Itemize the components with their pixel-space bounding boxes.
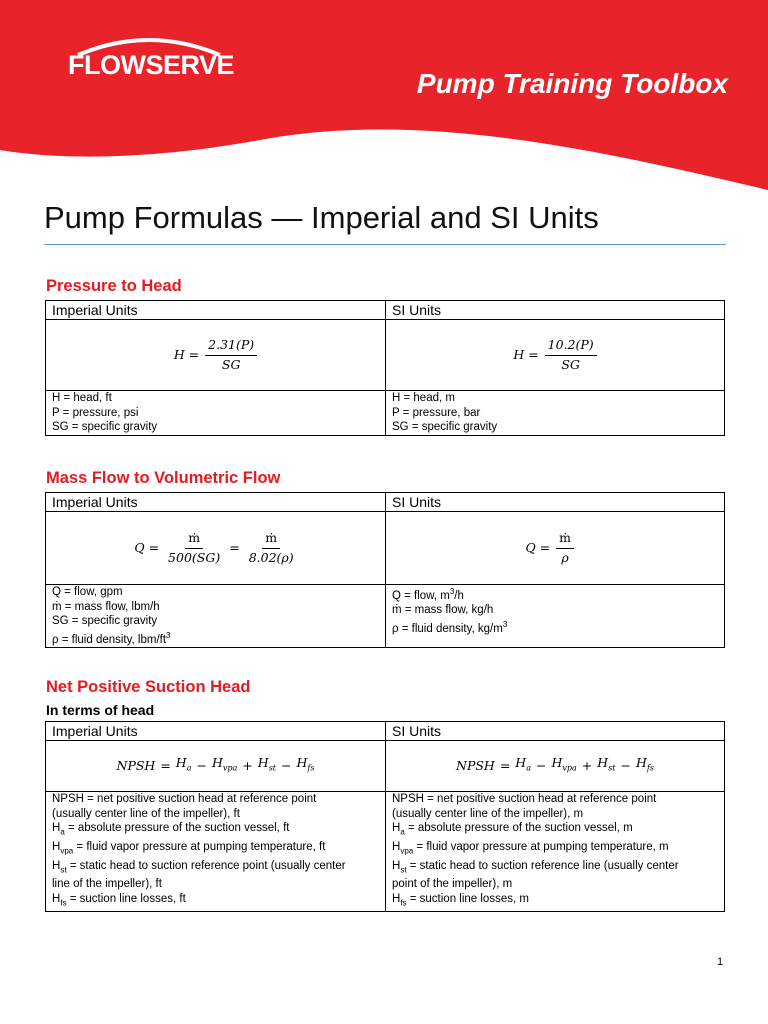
desc-line: $H_{st}$ = static head to suction reference line (usually center bbox=[392, 859, 679, 874]
si-header: SI Units bbox=[386, 301, 725, 320]
si-formula-cell bbox=[386, 320, 725, 391]
term-h: H bbox=[636, 755, 647, 770]
desc-line: $H_{vpa}$ = fluid vapor pressure at pumping temperature, m bbox=[392, 840, 669, 856]
section-title-pressure: Pressure to Head bbox=[46, 277, 182, 295]
desc-line: $H_a$ = absolute pressure of the suction vessel, m bbox=[392, 822, 633, 837]
term-hvpa bbox=[551, 756, 576, 776]
desc-line: (usually center line of the impeller), m bbox=[392, 807, 584, 820]
term-h: H bbox=[515, 755, 527, 770]
si-header: SI Units bbox=[386, 722, 725, 741]
numerator: 10.2(P) bbox=[545, 338, 597, 356]
fraction bbox=[556, 531, 574, 565]
desc-line: Q = flow, gpm bbox=[52, 586, 123, 598]
imperial-npsh-formula bbox=[117, 756, 315, 776]
subscript: st bbox=[608, 763, 616, 773]
numerator: ṁ bbox=[185, 531, 203, 549]
term-h: H bbox=[211, 755, 223, 770]
superscript: 3 bbox=[449, 587, 455, 596]
si-description bbox=[386, 391, 725, 436]
imperial-header: Imperial Units bbox=[46, 722, 386, 741]
desc-text: = fluid vapor pressure at pumping temperature, ft bbox=[73, 840, 326, 853]
formula-npsh: NPSH bbox=[456, 757, 495, 773]
desc-line: $H_{vpa}$ = fluid vapor pressure at pumping temperature, ft bbox=[52, 840, 326, 856]
page-title: Pump Formulas — Imperial and SI Units bbox=[44, 200, 599, 235]
si-formula bbox=[513, 338, 596, 372]
desc-line: ṁ = mass flow, kg/h bbox=[392, 604, 494, 617]
desc-line: H = head, ft bbox=[52, 392, 112, 404]
term-hvpa bbox=[212, 756, 237, 776]
desc-line: ṁ = mass flow, lbm/h bbox=[52, 600, 160, 613]
equals-sign: = bbox=[499, 757, 511, 773]
desc-text: = absolute pressure of the suction vessel, m bbox=[404, 822, 633, 834]
subscript: vpa bbox=[60, 846, 74, 856]
superscript: 3 bbox=[166, 630, 171, 640]
si-formula-cell bbox=[386, 741, 725, 792]
formula-lhs: H = bbox=[513, 346, 539, 362]
denominator: 8.02(ρ) bbox=[248, 549, 294, 565]
desc-text: /h bbox=[454, 589, 464, 602]
equals-sign: = bbox=[229, 539, 240, 555]
subscript: a bbox=[60, 827, 65, 837]
desc-line: line of the impeller), ft bbox=[52, 878, 162, 891]
flowserve-logo: FLOWSERVE bbox=[68, 50, 235, 80]
section-title-massflow: Mass Flow to Volumetric Flow bbox=[46, 469, 281, 487]
si-header: SI Units bbox=[386, 493, 725, 512]
desc-text: Q = flow, m bbox=[392, 589, 450, 602]
denominator: SG bbox=[221, 356, 241, 372]
desc-line: NPSH = net positive suction head at reference point bbox=[392, 793, 657, 805]
minus-sign: − bbox=[620, 757, 631, 773]
imperial-formula bbox=[174, 338, 257, 372]
term-hst bbox=[258, 756, 276, 776]
subscript: vpa bbox=[222, 763, 238, 773]
imperial-description bbox=[46, 585, 386, 648]
subscript: fs bbox=[307, 763, 315, 773]
superscript: 3 bbox=[502, 619, 508, 629]
numerator: 2.31(P) bbox=[205, 338, 257, 356]
desc-text: = suction line losses, m bbox=[406, 892, 529, 905]
imperial-formula-cell bbox=[46, 320, 386, 391]
imperial-formula-cell bbox=[46, 741, 386, 792]
formula-npsh: NPSH bbox=[116, 757, 156, 773]
imperial-header: Imperial Units bbox=[46, 493, 386, 512]
subtitle-in-terms-of-head: In terms of head bbox=[46, 702, 155, 718]
desc-line: $H_{st}$ = static head to suction reference point (usually center bbox=[52, 859, 346, 874]
imperial-header: Imperial Units bbox=[46, 301, 386, 320]
fraction bbox=[246, 531, 297, 565]
desc-text: = static head to suction reference point (usually center bbox=[66, 859, 346, 872]
formula-lhs: H = bbox=[173, 346, 200, 362]
desc-text: ρ = fluid density, kg/m bbox=[392, 622, 503, 635]
si-formula-cell bbox=[386, 512, 725, 585]
imperial-formula-cell bbox=[46, 512, 386, 585]
subscript: fs bbox=[60, 898, 67, 908]
denominator: ρ bbox=[561, 549, 569, 565]
desc-text: ρ = fluid density, lbm/ft bbox=[52, 633, 167, 646]
desc-line: P = pressure, bar bbox=[392, 406, 481, 419]
header-band bbox=[0, 0, 768, 200]
minus-sign: − bbox=[281, 757, 292, 773]
desc-line: $H_{fs}$ = suction line losses, ft bbox=[52, 892, 186, 908]
subscript: vpa bbox=[400, 846, 414, 856]
si-description bbox=[386, 585, 725, 648]
si-description bbox=[386, 792, 725, 912]
term-h: H bbox=[175, 755, 187, 770]
term-h: H bbox=[551, 755, 563, 770]
imperial-description bbox=[46, 391, 386, 436]
subscript: st bbox=[60, 864, 67, 874]
numerator: ṁ bbox=[262, 531, 280, 549]
subscript: a bbox=[526, 763, 531, 773]
desc-text: = suction line losses, ft bbox=[66, 892, 186, 905]
page-number: 1 bbox=[717, 956, 724, 968]
desc-line: $H_{fs}$ = suction line losses, m bbox=[392, 892, 529, 908]
desc-line bbox=[52, 629, 385, 647]
title-divider bbox=[44, 244, 726, 245]
imperial-formula bbox=[134, 531, 296, 565]
formula-lhs: Q = bbox=[525, 539, 551, 555]
denominator: 500(SG) bbox=[168, 549, 221, 565]
term-ha bbox=[176, 756, 192, 776]
toolbox-title: Pump Training Toolbox bbox=[416, 68, 728, 99]
formula-lhs: Q = bbox=[134, 539, 160, 555]
plus-sign: + bbox=[242, 757, 253, 773]
term-ha bbox=[515, 756, 531, 776]
term-hfs bbox=[636, 756, 654, 776]
desc-line: $H_a$ = absolute pressure of the suction vessel, ft bbox=[52, 822, 290, 837]
subscript: fs bbox=[400, 898, 407, 908]
desc-text: = absolute pressure of the suction vessel, ft bbox=[64, 822, 290, 834]
desc-line: NPSH = net positive suction head at reference point bbox=[52, 793, 317, 805]
term-h: H bbox=[597, 755, 609, 770]
equals-sign: = bbox=[160, 757, 171, 773]
desc-line: SG = specific gravity bbox=[52, 421, 158, 433]
desc-line: P = pressure, psi bbox=[52, 406, 139, 419]
si-npsh-formula bbox=[456, 756, 654, 776]
section-title-npsh: Net Positive Suction Head bbox=[46, 678, 251, 696]
term-hst bbox=[597, 756, 615, 776]
term-hfs bbox=[297, 756, 315, 776]
desc-line: SG = specific gravity bbox=[52, 615, 158, 627]
subscript: a bbox=[186, 763, 192, 773]
pressure-table bbox=[45, 300, 725, 436]
imperial-description bbox=[46, 792, 386, 912]
fraction bbox=[165, 531, 223, 565]
subscript: st bbox=[268, 763, 277, 773]
si-formula bbox=[525, 531, 574, 565]
numerator: ṁ bbox=[556, 531, 574, 549]
term-h: H bbox=[296, 755, 308, 770]
subscript: st bbox=[400, 864, 407, 874]
desc-line: H = head, m bbox=[392, 392, 455, 404]
desc-line: (usually center line of the impeller), ft bbox=[52, 807, 240, 820]
plus-sign: + bbox=[581, 757, 593, 773]
desc-line: SG = specific gravity bbox=[392, 421, 498, 433]
desc-line bbox=[392, 618, 724, 636]
massflow-table bbox=[45, 492, 725, 648]
subscript: a bbox=[400, 827, 405, 837]
npsh-table bbox=[45, 721, 725, 912]
minus-sign: − bbox=[196, 757, 207, 773]
desc-text: = static head to suction reference line (usually center bbox=[406, 859, 679, 872]
denominator: SG bbox=[561, 356, 580, 372]
term-h: H bbox=[257, 755, 269, 770]
desc-line bbox=[392, 585, 724, 603]
fraction bbox=[205, 338, 257, 372]
desc-text: = fluid vapor pressure at pumping temperature, m bbox=[413, 840, 669, 853]
minus-sign: − bbox=[535, 757, 547, 773]
subscript: fs bbox=[646, 763, 654, 773]
subscript: vpa bbox=[562, 763, 577, 773]
desc-line: point of the impeller), m bbox=[392, 878, 513, 891]
fraction bbox=[545, 338, 597, 372]
